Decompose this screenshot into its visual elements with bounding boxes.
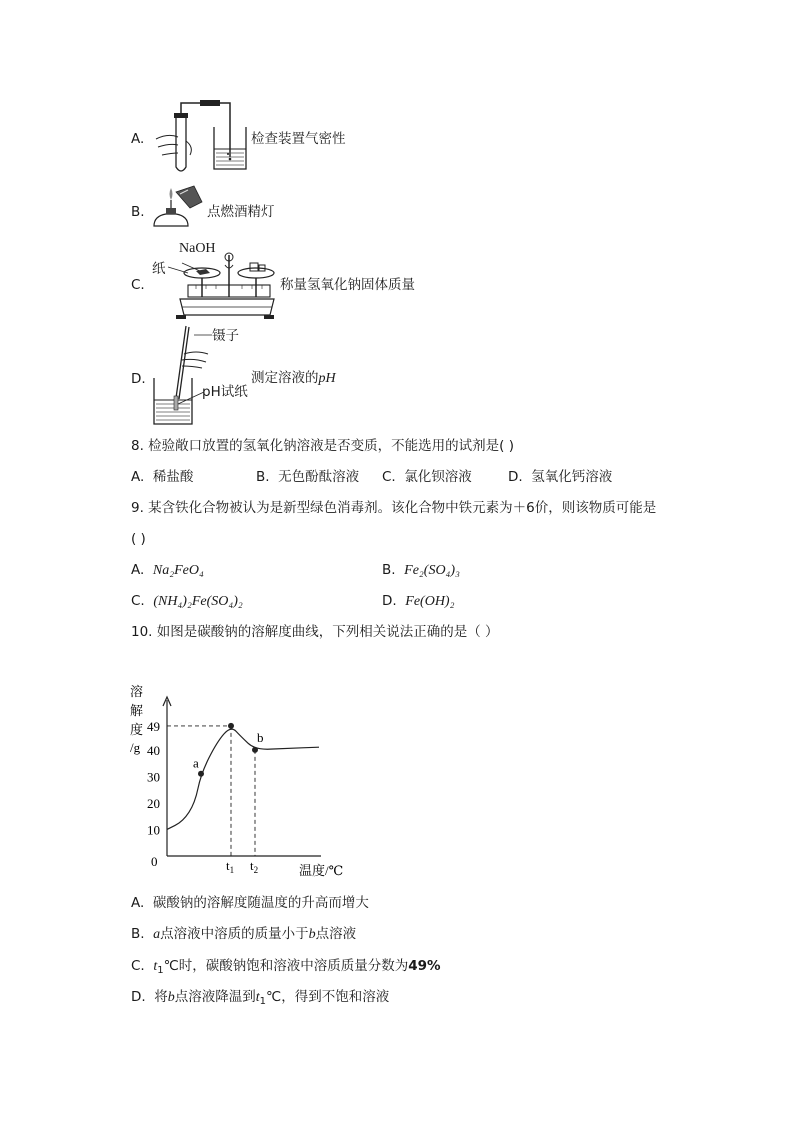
y-tick-label: 10 (147, 822, 160, 838)
y-tick-label: 30 (147, 769, 160, 785)
question-10-stem: 10. 如图是碳酸钠的溶解度曲线，下列相关说法正确的是（ ） (131, 624, 499, 640)
data-point (228, 723, 234, 729)
point-label-a: a (193, 755, 199, 771)
option-d: D. 将b点溶液降温到$t_1℃$，得到不饱和溶液 (131, 989, 390, 1007)
airtightness-apparatus-icon (150, 97, 250, 177)
question-8-stem: 8. 检验敞口放置的氢氧化钠溶液是否变质，不能选用的试剂是( ) (131, 438, 514, 454)
data-point (252, 747, 258, 753)
y-tick-label: 40 (147, 742, 160, 758)
option-caption: 检查装置气密性 (251, 131, 346, 147)
solubility-curve (167, 729, 319, 829)
data-point (198, 771, 204, 777)
option-letter: A. (131, 131, 145, 147)
y-tick-label: 49 (147, 718, 160, 734)
option-b: B. 无色酚酞溶液 (256, 469, 360, 485)
y-tick-label: 20 (147, 795, 160, 811)
question-9-stem: 9. 某含铁化合物被认为是新型绿色消毒剂。该化合物中铁元素为＋6价，则该物质可能是 (131, 500, 657, 516)
point-label-b: b (257, 729, 264, 745)
option-d: D. Fe(OH)₂ (382, 593, 455, 609)
option-letter: B. (131, 204, 145, 220)
option-a: A. 稀盐酸 (131, 469, 194, 485)
ylabel-char: 解 (130, 703, 144, 718)
option-caption: 点燃酒精灯 (207, 204, 275, 220)
ph-test-apparatus-icon (148, 322, 212, 428)
x-tick-label: $t_2$ (250, 858, 259, 875)
x-tick-sub: 2 (253, 865, 259, 875)
balance-scale-icon (166, 245, 276, 323)
option-d: D. 氢氧化钙溶液 (508, 469, 613, 485)
tweezers-label: 镊子 (212, 328, 239, 344)
x-tick-sub: 1 (229, 865, 235, 875)
ph-paper-label: pH试纸 (202, 384, 248, 400)
solubility-chart (125, 680, 365, 880)
naoh-label: NaOH (179, 241, 216, 256)
option-c: C. $t_1℃$时，碳酸钠饱和溶液中溶质质量分数为49% (131, 958, 441, 976)
option-letter: D. (131, 371, 146, 387)
option-a: A. Na₂FeO₄ (131, 562, 204, 578)
option-caption: 称量氢氧化钠固体质量 (280, 277, 415, 293)
origin-label: 0 (151, 854, 158, 869)
option-c: C. 氯化钡溶液 (382, 469, 472, 485)
ylabel-char: /g (130, 740, 141, 755)
option-b: B. a点溶液中溶质的质量小于b点溶液 (131, 926, 357, 942)
ylabel-char: 溶 (130, 684, 144, 699)
option-letter: C. (131, 277, 145, 293)
option-b: B. Fe₂(SO₄)₃ (382, 562, 460, 578)
option-a: A. 碳酸钠的溶解度随温度的升高而增大 (131, 895, 369, 911)
xlabel: 温度/℃ (299, 863, 344, 878)
x-tick-label: $t_1$ (226, 858, 235, 875)
paper-label: 纸 (152, 261, 166, 277)
option-c: C. (NH₄)₂Fe(SO₄)₂ (131, 593, 243, 609)
question-9-bracket: ( ) (131, 531, 146, 547)
option-caption: 测定溶液的pH (251, 370, 336, 386)
ylabel-char: 度 (130, 722, 144, 737)
alcohol-lamp-icon (150, 182, 206, 236)
